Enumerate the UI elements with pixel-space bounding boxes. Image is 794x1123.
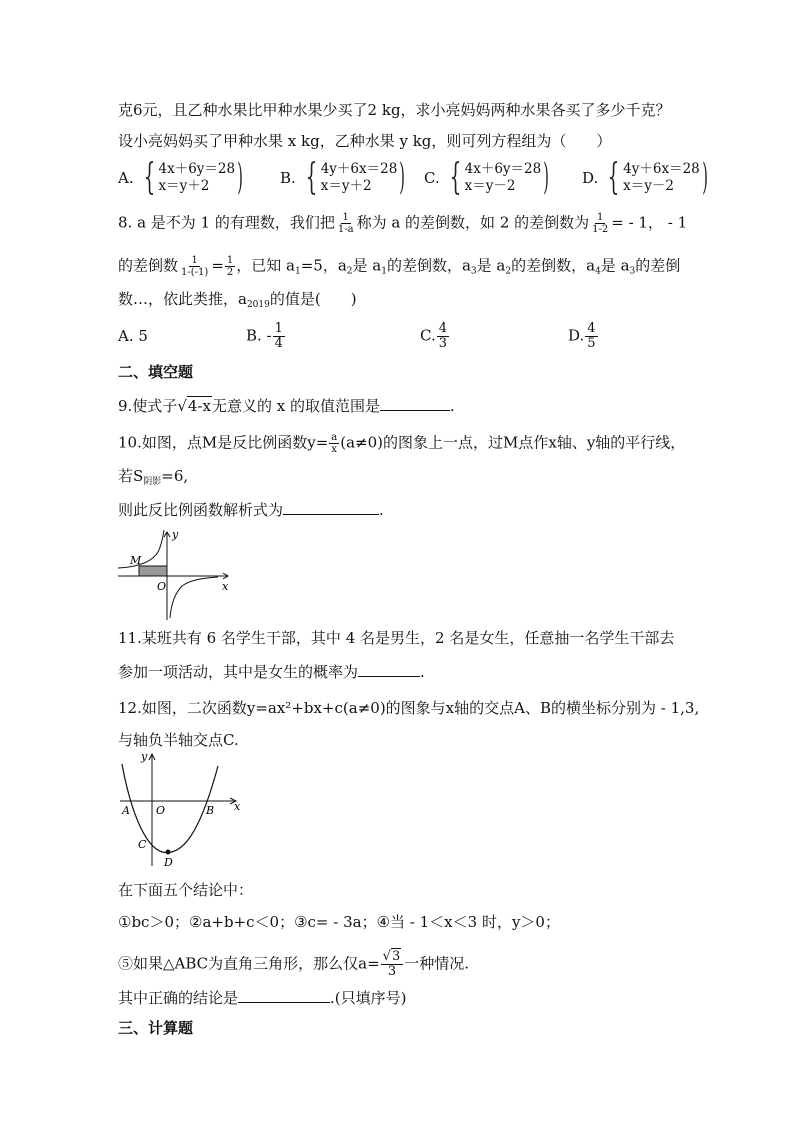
text: . <box>379 501 384 519</box>
numerator: 1 <box>191 255 198 266</box>
q7-line2: 设小亮妈妈买了甲种水果 x kg，乙种水果 y kg，则可列方程组为（ ） <box>118 132 612 150</box>
text: . <box>449 397 455 415</box>
hyperbola-branch-right <box>170 577 218 618</box>
q12-line5 <box>118 950 469 979</box>
subscript: 2 <box>505 266 512 277</box>
equation-system: { 4y＋6x＝28 x＝y＋2 ) <box>305 157 406 198</box>
label-c: C <box>138 838 147 851</box>
subscript: 2 <box>346 266 353 277</box>
eq1: 4x＋6y＝28 <box>158 161 236 177</box>
fraction <box>225 255 235 278</box>
subscript: 阴影 <box>143 477 162 487</box>
q12-line6 <box>118 986 407 1008</box>
q12-figure <box>118 748 243 870</box>
option-label: C. <box>420 326 436 345</box>
text: 是 a <box>476 256 506 275</box>
section-heading-calculation: 三、计算题 <box>118 1019 194 1037</box>
denominator: 5 <box>587 336 596 351</box>
fraction <box>179 255 210 278</box>
label-o: O <box>156 804 166 817</box>
text: 则此反比例函数解析式为 <box>118 501 284 519</box>
subscript: 3 <box>629 266 636 277</box>
denominator: x <box>331 444 338 455</box>
text: 的差倒数，a <box>511 256 596 275</box>
q8-option-a: A. 5 <box>118 327 148 345</box>
q8-line2 <box>118 255 680 282</box>
q10-line1 <box>118 432 685 455</box>
eq2: x＝y－2 <box>464 178 516 194</box>
fraction <box>329 432 339 455</box>
eq1: 4y＋6x＝28 <box>623 161 700 177</box>
text: 的差倒数 <box>118 256 179 275</box>
radicand: 3 <box>391 949 401 964</box>
label-o: O <box>157 580 167 593</box>
option-label: A. <box>118 169 134 187</box>
q8-option-c <box>420 322 450 351</box>
text: 是 a <box>352 256 382 275</box>
text: ，已知 a <box>236 256 295 275</box>
q12-line1: 12.如图，二次函数y=ax²+bx+c(a≠0)的图象与x轴的交点A、B的横坐标分别为 - 1,3, <box>118 699 700 717</box>
shaded-rectangle <box>139 566 167 576</box>
label-m: M <box>130 554 142 567</box>
fraction <box>437 322 449 351</box>
label-d: D <box>164 856 173 869</box>
denominator: 1-(-1) <box>181 267 209 278</box>
text: .(只填序号) <box>330 989 407 1007</box>
label-y: y <box>141 750 148 763</box>
denominator: 1-a <box>337 224 354 235</box>
fraction <box>585 322 597 351</box>
q10-line2 <box>118 466 188 492</box>
radicand: 4-x <box>187 397 211 415</box>
text: (a≠0)的图象上一点，过M点作x轴、y轴的平行线， <box>340 433 686 452</box>
numerator: 1 <box>274 321 283 336</box>
text: 无意义的 x 的取值范围是 <box>211 397 380 415</box>
numerator: a <box>331 432 338 443</box>
q8-option-b <box>246 322 286 351</box>
text: 是 a <box>600 256 630 275</box>
q7-option-d <box>582 157 712 198</box>
text: =6, <box>161 467 189 485</box>
text: 若S <box>118 467 144 485</box>
subscript: 4 <box>595 266 601 277</box>
numerator: 1 <box>226 255 234 266</box>
fraction <box>590 212 610 235</box>
text: 的值是( ) <box>269 290 357 308</box>
numerator: √3 <box>381 950 404 965</box>
option-label: B. <box>280 169 296 187</box>
denominator: 1-2 <box>592 224 609 235</box>
subscript: 2019 <box>246 300 270 310</box>
text: 称为 a 的差倒数，如 2 的差倒数为 <box>356 213 590 232</box>
vertex-point <box>166 850 171 855</box>
q12-line4: ①bc＞0；②a+b+c＜0；③c= - 3a；④当 - 1＜x＜3 时，y＞0； <box>118 913 560 931</box>
equation-system: { 4x＋6y＝28 x＝y－2 ) <box>449 157 550 198</box>
eq2: x＝y－2 <box>623 178 675 194</box>
q8-line3 <box>118 289 357 315</box>
eq1: 4y＋6x＝28 <box>320 161 398 177</box>
label-b: B <box>206 804 215 817</box>
denominator: 4 <box>274 336 283 351</box>
option-label: B. - <box>246 326 272 345</box>
text: 其中正确的结论是 <box>118 989 239 1007</box>
fraction <box>381 950 404 979</box>
q8-line1 <box>118 212 687 235</box>
numerator: 4 <box>587 321 596 336</box>
fraction <box>273 322 285 351</box>
text: 的差倒数，a <box>386 256 471 275</box>
numerator: 4 <box>438 321 447 336</box>
numerator: 1 <box>597 212 604 223</box>
answer-blank[interactable] <box>358 660 420 677</box>
q8-option-d <box>568 322 599 351</box>
text: 的差倒 <box>635 256 681 275</box>
q7-option-b <box>280 157 409 198</box>
label-x: x <box>222 580 229 593</box>
label-a: A <box>122 804 130 817</box>
answer-blank[interactable] <box>380 394 450 411</box>
sqrt-expression: √4-x <box>177 397 211 415</box>
section-heading-fill-in: 二、填空题 <box>118 363 194 381</box>
q7-option-c <box>424 157 553 198</box>
text: 一种情况. <box>404 954 470 973</box>
answer-blank[interactable] <box>238 986 330 1003</box>
equation-system: { 4y＋6x＝28 x＝y－2 ) <box>607 157 708 198</box>
text: = - 1， - 1 <box>611 213 688 232</box>
text: =5，a <box>300 256 347 275</box>
text: ⑤如果△ABC为直角三角形，那么仅a= <box>118 954 380 973</box>
option-label: C. <box>424 169 440 187</box>
text: 10.如图，点M是反比例函数y= <box>118 433 329 452</box>
option-label: D. <box>568 326 585 345</box>
q10-line3 <box>118 498 384 520</box>
subscript: 1 <box>294 266 301 277</box>
eq2: x＝y＋2 <box>320 178 372 194</box>
q11-line1: 11.某班共有 6 名学生干部，其中 4 名是男生，2 名是女生，任意抽一名学生干部去 <box>118 629 675 647</box>
q10-figure <box>118 528 233 623</box>
subscript: 1 <box>381 266 387 277</box>
q7-line1: 克6元，且乙种水果比甲种水果少买了2 kg，求小亮妈妈两种水果各买了多少千克？ <box>118 101 671 119</box>
q7-option-a <box>118 157 247 198</box>
label-y: y <box>172 528 179 541</box>
text: 数…，依此类推，a <box>118 290 247 308</box>
text: = <box>211 256 224 275</box>
text: . <box>420 663 425 681</box>
q9-line <box>118 394 455 416</box>
denominator: 3 <box>438 336 447 351</box>
eq1: 4x＋6y＝28 <box>464 161 542 177</box>
subscript: 3 <box>470 266 477 277</box>
text: 9.使式子 <box>118 397 178 415</box>
q11-line2 <box>118 660 425 682</box>
q12-line3: 在下面五个结论中： <box>118 881 254 899</box>
fraction <box>336 212 356 235</box>
parabola <box>122 764 218 853</box>
answer-blank[interactable] <box>283 498 379 515</box>
equation-system: { 4x＋6y＝28 x＝y＋2 ) <box>143 157 243 198</box>
text: 参加一项活动，其中是女生的概率为 <box>118 663 359 681</box>
q12-line2: 与轴负半轴交点C. <box>118 731 239 749</box>
eq2: x＝y＋2 <box>158 178 210 194</box>
numerator: 1 <box>342 212 349 223</box>
option-label: D. <box>582 169 599 187</box>
denominator: 3 <box>387 964 397 979</box>
denominator: 2 <box>226 267 234 278</box>
label-x: x <box>234 800 241 813</box>
text: 8. a 是不为 1 的有理数，我们把 <box>118 213 335 232</box>
